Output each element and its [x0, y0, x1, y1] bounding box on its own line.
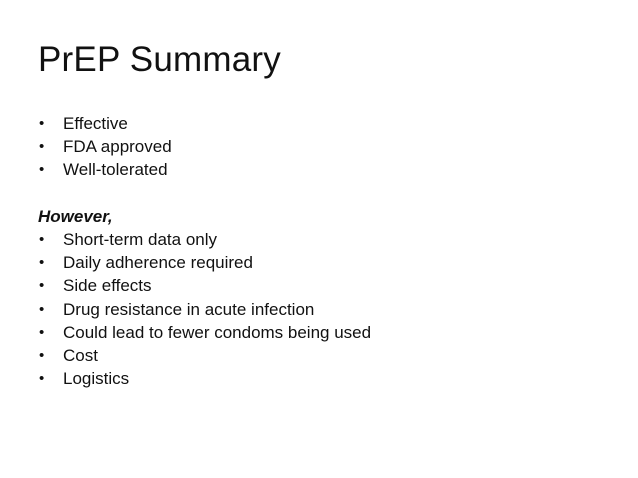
list-item-text: Short-term data only	[63, 229, 218, 249]
list-item-text: Cost	[63, 345, 98, 365]
list-item-text: FDA approved	[63, 137, 172, 157]
list-item	[38, 321, 598, 344]
bullet-icon: •	[39, 277, 45, 295]
list-item	[38, 367, 598, 390]
list-item	[38, 251, 598, 274]
list-item	[38, 158, 598, 181]
bullet-icon: •	[39, 346, 45, 364]
bullet-icon: •	[39, 323, 45, 341]
spacer	[38, 182, 598, 205]
bullet-icon: •	[39, 300, 45, 318]
list-item-text: Daily adherence required	[63, 253, 253, 273]
slide-title: PrEP Summary	[38, 40, 281, 79]
list-item-text: Could lead to fewer condoms being used	[63, 322, 372, 342]
list-item	[38, 228, 598, 251]
bullet-icon: •	[39, 138, 45, 156]
bullet-icon: •	[39, 115, 45, 132]
list-item-text: Drug resistance in acute infection	[63, 299, 315, 319]
list-item	[38, 298, 598, 321]
list-item	[38, 135, 598, 158]
list-item	[38, 344, 598, 367]
list-item-text: Effective	[63, 114, 128, 133]
list-item-text: Side effects	[63, 276, 152, 296]
bullet-icon: •	[39, 254, 45, 272]
bullet-icon: •	[39, 230, 45, 248]
cons-list	[38, 228, 598, 390]
list-item-text: Logistics	[63, 369, 130, 389]
list-item	[38, 274, 598, 297]
bullet-icon: •	[39, 370, 45, 388]
slide-body	[38, 112, 598, 390]
list-item	[38, 112, 598, 135]
pros-list	[38, 112, 598, 182]
bullet-icon: •	[39, 161, 45, 179]
however-label: However,	[38, 206, 113, 226]
list-item-text: Well-tolerated	[63, 160, 168, 180]
